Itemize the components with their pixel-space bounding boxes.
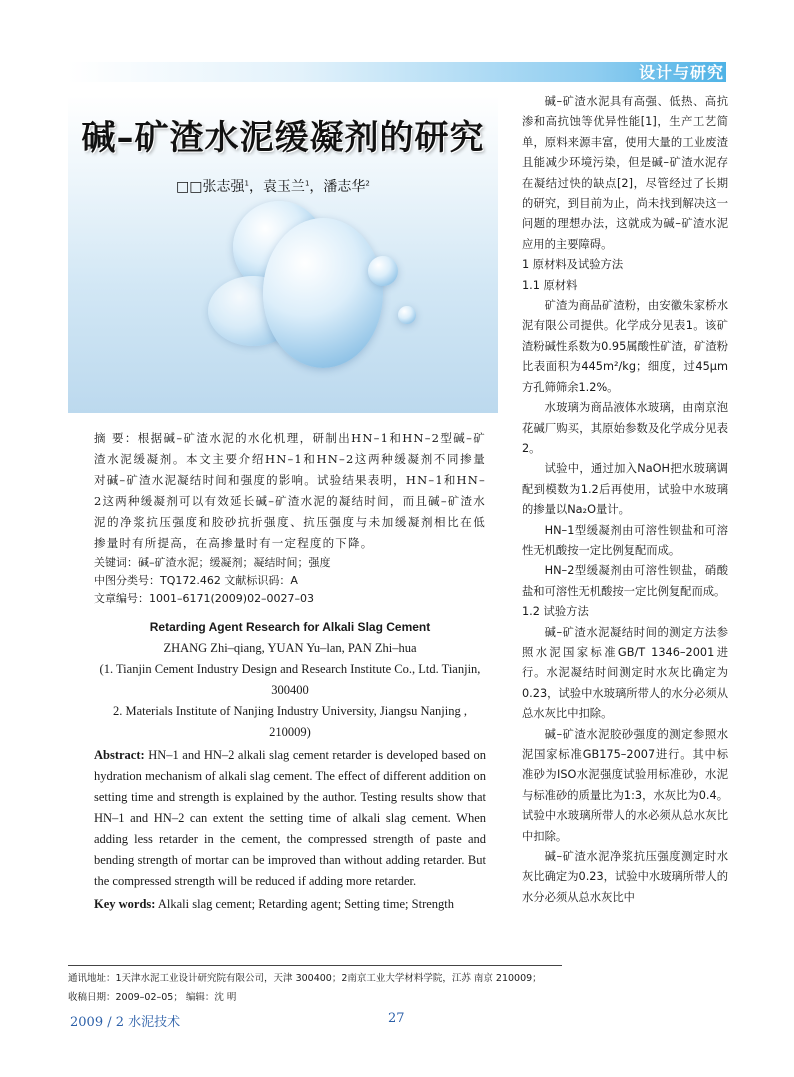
body-paragraph: 矿渣为商品矿渣粉，由安徽朱家桥水泥有限公司提供。化学成分见表1。该矿渣粉碱性系数为0.95属酸性矿渣，矿渣粉比表面积为445m²/kg；细度，过45μm方孔筛筛余1.2%。 [522,299,728,394]
article-title: 碱–矿渣水泥缓凝剂的研究 [81,118,485,158]
body-paragraph: 试验中，通过加入NaOH把水玻璃调配到模数为1.2后再使用，试验中水玻璃的掺量以Na₂O量计。 [522,462,728,517]
body-paragraph: 碱–矿渣水泥具有高强、低热、高抗渗和高抗蚀等优异性能[1]，生产工艺简单，原料来源丰富，使用大量的工业废渣且能减少环境污染，但是碱–矿渣水泥存在凝结过快的缺点[2]，尽管经过了长期的研究，到目前为止，尚未找到解决这一问题的理想办法，这就成为碱–矿渣水泥应用的主要障碍。 [522,95,728,251]
author-separator: ， [248,179,263,195]
keywords-text: Alkali slag cement; Retarding agent; Setting time; Strength [155,897,455,911]
classification-code: 中图分类号：TQ172.462 文献标识码：A [94,574,298,587]
english-abstract [94,745,486,892]
body-paragraph: 碱–矿渣水泥凝结时间的测定方法参照水泥国家标准GB/T 1346–2001进行。水泥凝结时间测定时水灰比确定为0.23，试验中水玻璃所带人的水分必须从总水灰比中扣除。 [522,625,728,721]
english-affiliation-2: 2. Materials Institute of Nanjing Industry University, Jiangsu Nanjing , 210009) [113,704,467,739]
author-separator: ， [309,179,324,195]
author-3-affil: 2 [365,179,370,188]
english-affiliation-1: (1. Tianjin Cement Industry Design and Research Institute Co., Ltd. Tianjin, 300400 [99,662,481,697]
footnote-divider [68,965,562,966]
decorative-bubble [263,218,383,368]
body-paragraph: 碱–矿渣水泥胶砂强度的测定参照水泥国家标准GB175–2007进行。其中标准砂为ISO水泥强度试验用标准砂，水泥与标准砂的质量比为1:3，水灰比为0.4。试验中水玻璃所带人的水必须从总水灰比中扣除。 [522,727,728,843]
author-2-affil: 1 [304,179,310,188]
author-1: 张志强 [202,179,245,195]
decorative-bubble [398,306,416,324]
body-paragraph: HN–2型缓凝剂由可溶性钡盐，硝酸盐和可溶性无机酸按一定比例复配而成。 [522,564,728,598]
author-line [176,176,370,196]
abstract-cn: 摘 要：根据碱–矿渣水泥的水化机理，研制出HN–1和HN–2型碱–矿渣水泥缓凝剂。本文主要介绍HN–1和HN–2这两种缓凝剂不同掺量对碱–矿渣水泥凝结时间和强度的影响。试验结果表明，HN–1和HN–2这两种缓凝剂可以有效延长碱–矿渣水泥的凝结时间，而且碱–矿渣水泥的净浆抗压强度和胶砂抗折强度、抗压强度与未加缓凝剂相比在低掺量时有所提高，在高掺量时有一定程度的下降。 [94,431,486,550]
english-title: Retarding Agent Research for Alkali Slag Cement [149,620,431,634]
body-paragraph: 水玻璃为商品液体水玻璃，由南京泡花碱厂购买，其原始参数及化学成分见表2。 [522,401,728,455]
keywords-label: Key words: [94,897,156,911]
author-2: 袁玉兰 [262,179,305,195]
abstract-text: HN–1 and HN–2 alkali slag cement retarder is developed based on hydration mechanism of alkali slag cement. The effect of different addition on setting time and strength is explained by the author. Testing results show that HN–1 and HN–2 can extent the setting time of alkali slag cement. When adding less retarder in the cement, the compressed strength of paste and bending strength of mortar can be improved than without adding retarder. But the compressed strength will be reduced if adding more retarder. [94,748,486,888]
footnote-address: 通讯地址：1天津水泥工业设计研究院有限公司，天津 300400；2南京工业大学材料学院，江苏 南京 210009； [68,973,542,984]
subsection-heading: 1.2 试验方法 [522,605,589,619]
subsection-heading: 1.1 原材料 [522,278,578,292]
journal-issue: 2009 / 2 水泥技术 [70,1015,181,1030]
left-column [94,428,486,915]
english-authors: ZHANG Zhi–qiang, YUAN Yu–lan, PAN Zhi–hua [163,641,417,655]
article-number: 文章编号：1001–6171(2009)02–0027–03 [94,592,315,605]
section-heading: 1 原材料及试验方法 [522,258,624,272]
section-title: 设计与研究 [638,63,724,82]
abstract-label: Abstract: [94,748,145,762]
body-paragraph: HN–1型缓凝剂由可溶性钡盐和可溶性无机酸按一定比例复配而成。 [522,523,728,557]
keywords-cn: 关键词：碱–矿渣水泥；缓凝剂；凝结时间；强度 [94,556,331,569]
author-1-affil: 1 [244,179,249,188]
footnote-received: 收稿日期：2009–02–05； 编辑：沈 明 [68,992,237,1003]
decorative-bubble [368,256,398,286]
body-paragraph: 碱–矿渣水泥净浆抗压强度测定时水灰比确定为0.23，试验中水玻璃所带人的水分必须从总水灰比中 [522,850,728,904]
page-number: 27 [388,1011,405,1026]
author-3: 潘志华 [323,179,366,195]
english-keywords [94,894,486,915]
author-prefix: □□ [176,179,203,195]
header-band [68,62,726,82]
title-banner [68,96,498,413]
right-column [522,92,728,908]
